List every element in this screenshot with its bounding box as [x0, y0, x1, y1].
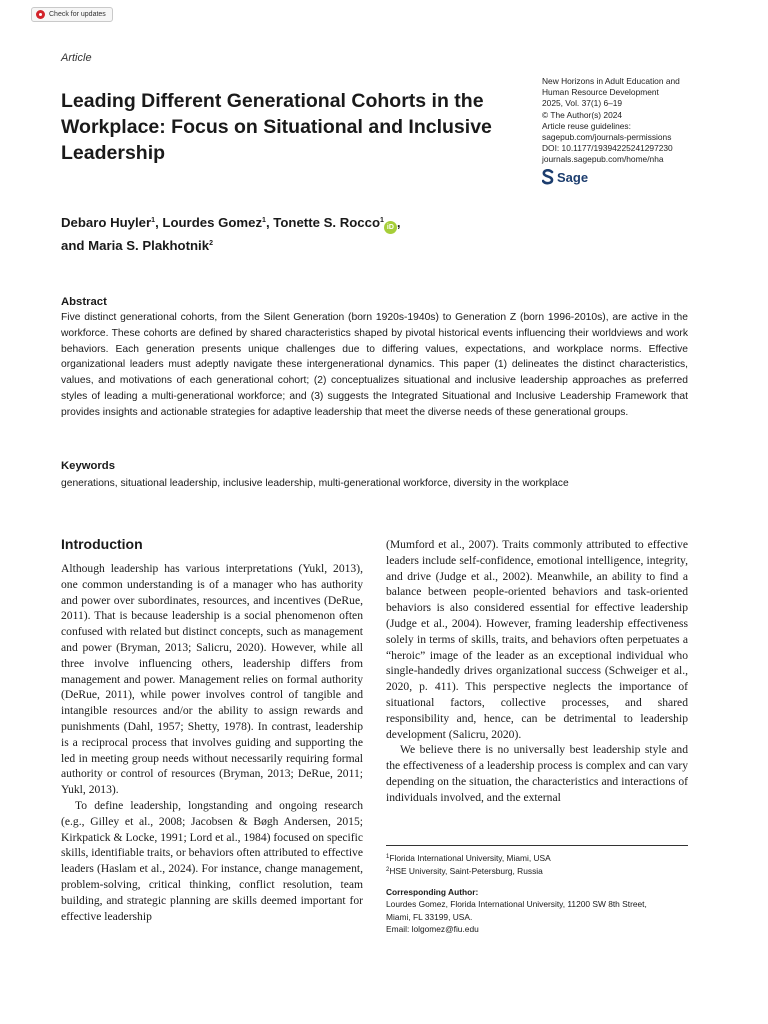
journal-name-line-2: Human Resource Development	[542, 87, 659, 98]
body-paragraph: (Mumford et al., 2007). Traits commonly attributed to effective leaders include self-confidence, emotional intelligence, integrity, and drive (Judge et al., 2002). Meanwhile, an ability to find a balance between people-oriented behaviors and task-oriented behaviors is also considered essential for effective leadership (Judge et al., 2004). However, framing leadership effectiveness solely in terms of skills, traits, and behaviors often perpetuates a “heroic” image of the leader as an exceptional individual who single-handedly drives organizational success (Schweiger et al., 2020, p. 411). This perspective neglects the importance of situational factors, collective processes, and shared responsibility and, hence, can be detrimental to leadership development (Salicru, 2020).	[386, 538, 688, 741]
copyright-notice: © The Author(s) 2024	[542, 109, 623, 120]
author-conjunction: and	[61, 238, 85, 253]
publisher-logo	[542, 169, 588, 185]
affiliation-marker: 1	[380, 217, 384, 224]
introduction-heading: Introduction	[61, 536, 143, 552]
journal-name-line-1: New Horizons in Adult Education and	[542, 76, 680, 86]
affiliation-2: $^2$HSE University, Saint-Petersburg, Russia	[386, 866, 543, 877]
check-for-updates-label: Check for updates	[49, 11, 106, 18]
body-column-left	[61, 561, 363, 924]
doi-link[interactable]: DOI: 10.1177/19394225241297230	[542, 143, 673, 154]
footnote-divider	[386, 845, 688, 846]
author-name: Debaro Huyler	[61, 215, 152, 230]
author-name: Maria S. Plakhotnik	[88, 238, 210, 253]
reuse-guidelines-link[interactable]: sagepub.com/journals-permissions	[542, 132, 672, 143]
journal-metadata	[542, 76, 742, 166]
journal-homepage-link[interactable]: journals.sagepub.com/home/nha	[542, 154, 664, 165]
affiliation-marker: 1	[151, 217, 156, 224]
check-for-updates-badge[interactable]	[31, 7, 113, 22]
keywords-heading: Keywords	[61, 460, 115, 472]
publisher-name: Sage	[557, 169, 589, 185]
orcid-icon[interactable]: iD	[384, 221, 397, 234]
corresponding-author-email[interactable]: Email: lolgomez@fiu.edu	[386, 924, 479, 935]
affiliation-1: $^1$Florida International University, Miami, USA	[386, 853, 551, 863]
body-paragraph: We believe there is no universally best leadership style and the effectiveness of a leadership process is complex and can vary depending on the situation, the characteristics and interactions of individuals involved, and the external	[386, 743, 688, 804]
reuse-guidelines-label: Article reuse guidelines:	[542, 120, 631, 131]
author-name: Tonette S. Rocco	[273, 215, 381, 230]
abstract-heading: Abstract	[61, 296, 107, 308]
journal-volume: 2025, Vol. 37(1) 6–19	[542, 98, 623, 109]
body-paragraph: Although leadership has various interpretations (Yukl, 2013), one common understanding is of a manager who has authority and power over subordinates, resources, and incentives (DeRue, 2011). That is because leadership is a social phenomenon often confused with related but distinct concepts, such as management and power (Bryman, 2013; Salicru, 2020). However, while all three involve influencing others, leadership differs from management and power. Management relies on formal authority (DeRue, 2011), while power involves control of tangible and intangible resources and/or the ability to assign rewards and punishments (Dahl, 1957; Shetty, 1978). In contrast, leadership is a reciprocal process that involves guiding and supporting the led in meeting group needs without necessarily requiring formal authority or control of resources (Bryman, 2013; DeRue, 2011; Yukl, 2013).	[61, 562, 363, 797]
keywords-text: generations, situational leadership, inclusive leadership, multi-generational workforce, diversity in the workplace	[61, 478, 569, 489]
affiliation-marker: 2	[209, 240, 213, 247]
corresponding-author-heading: Corresponding Author:	[386, 886, 479, 897]
corresponding-author-address-1: Lourdes Gomez, Florida International University, 11200 SW 8th Street,	[386, 899, 647, 910]
sage-logo-icon	[542, 169, 554, 185]
author-list: Debaro Huyler$^1$, Lourdes Gomez$^1$, Tonette S. Rocco$^1$iD , and Maria S. Plakhotnik$^2$	[61, 215, 401, 253]
corresponding-author-address-2: Miami, FL 33199, USA.	[386, 911, 473, 922]
footnotes	[386, 851, 696, 935]
article-title: Leading Different Generational Cohorts in the Workplace: Focus on Situational and Inclusive Leadership	[61, 90, 492, 164]
body-paragraph: To define leadership, longstanding and ongoing research (e.g., Gilley et al., 2008; Jacobsen & Bøgh Andersen, 2015; Kirkpatick & Locke, 1991; Lord et al., 1984) focused on specific skills, identifiable traits, or behaviors often attributed to effective leaders (Haslam et al., 2024). For instance, change management, problem-solving, critical thinking, conflict resolution, team building, and strategic planning are skills deemed important for effective leadership	[61, 798, 363, 923]
affiliation-marker: 1	[262, 217, 266, 224]
body-column-right	[386, 537, 688, 806]
update-icon	[36, 10, 45, 19]
article-type-label: Article	[61, 52, 92, 64]
abstract-text: Five distinct generational cohorts, from the Silent Generation (born 1920s-1940s) to Generation Z (born 1996-2010s), are active in the workforce. These cohorts are defined by shared characteristics shaped by pivotal historical events influencing their worldviews and work behaviors. Each generation presents unique challenges due to differing values, expectations, and workplace norms. Effective organizational leaders must adeptly navigate these intergenerational dynamics. This paper (1) delineates the distinct characteristics, values, and motivations of each generational cohort; (2) conceptualizes situational and inclusive leadership approaches as preferred styles of leading a multi-generational workforce; and (3) suggests the Integrated Situational and Inclusive Leadership Framework that provides insights and actionable strategies for adaptive leadership that meet the diverse needs of these generational groups.	[61, 312, 688, 418]
author-name: Lourdes Gomez	[162, 215, 263, 230]
